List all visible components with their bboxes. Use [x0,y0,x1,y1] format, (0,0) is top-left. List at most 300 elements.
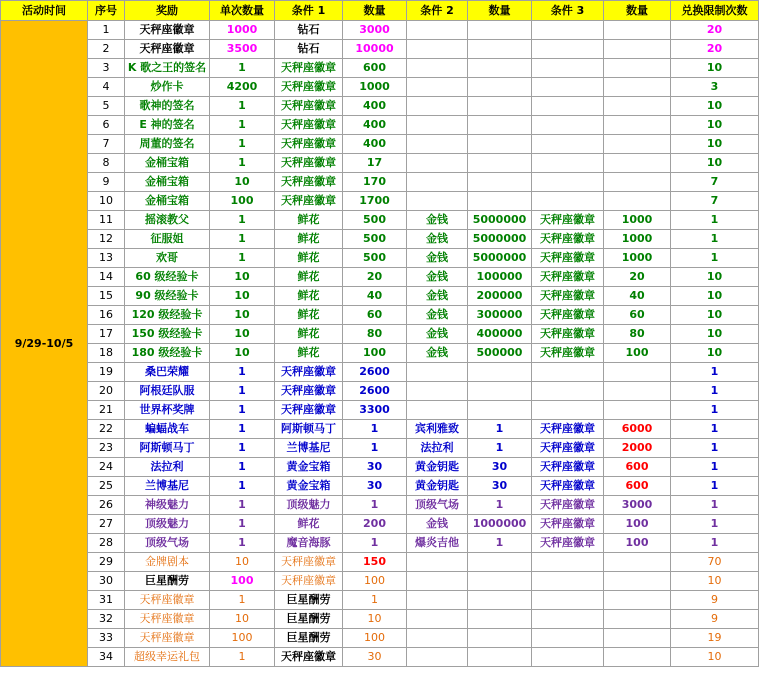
condition-2-cell [407,382,468,401]
reward-cell: 金桶宝箱 [125,192,210,211]
table-row [1,591,759,610]
condition-3-cell: 天秤座徽章 [532,306,604,325]
reward-cell: 天秤座徽章 [125,591,210,610]
quantity-1-cell: 2600 [343,382,407,401]
quantity-2-cell [468,648,532,667]
quantity-3-cell: 100 [604,534,671,553]
quantity-1-cell: 500 [343,230,407,249]
quantity-1-cell: 500 [343,249,407,268]
quantity-3-cell [604,591,671,610]
table-row [1,458,759,477]
index-cell: 18 [88,344,125,363]
quantity-2-cell: 100000 [468,268,532,287]
header-row [1,1,759,21]
quantity-3-cell: 3000 [604,496,671,515]
quantity-3-cell [604,97,671,116]
condition-3-cell [532,629,604,648]
condition-3-cell [532,154,604,173]
quantity-1-cell: 30 [343,477,407,496]
index-cell: 29 [88,553,125,572]
table-row [1,344,759,363]
index-cell: 8 [88,154,125,173]
single-quantity-cell: 100 [210,192,275,211]
quantity-2-cell [468,21,532,40]
reward-cell: 天秤座徽章 [125,40,210,59]
condition-1-cell: 鲜花 [275,306,343,325]
index-cell: 11 [88,211,125,230]
quantity-2-cell [468,40,532,59]
quantity-2-cell [468,97,532,116]
reward-cell: 周董的签名 [125,135,210,154]
index-cell: 10 [88,192,125,211]
table-row [1,135,759,154]
single-quantity-cell: 1 [210,135,275,154]
index-cell: 30 [88,572,125,591]
condition-3-cell [532,610,604,629]
single-quantity-cell: 1 [210,648,275,667]
condition-1-cell: 天秤座徽章 [275,116,343,135]
condition-2-cell: 宾利雅致 [407,420,468,439]
condition-2-cell [407,629,468,648]
condition-2-cell: 金钱 [407,515,468,534]
quantity-1-cell: 10 [343,610,407,629]
quantity-3-cell [604,363,671,382]
quantity-3-cell [604,116,671,135]
quantity-3-cell: 600 [604,458,671,477]
condition-1-cell: 天秤座徽章 [275,648,343,667]
single-quantity-cell: 10 [210,287,275,306]
table-row [1,230,759,249]
table-row [1,59,759,78]
single-quantity-cell: 1 [210,534,275,553]
exchange-limit-cell: 10 [671,344,759,363]
quantity-3-cell: 600 [604,477,671,496]
index-cell: 31 [88,591,125,610]
quantity-3-cell [604,648,671,667]
condition-1-cell: 巨星酬劳 [275,610,343,629]
index-cell: 2 [88,40,125,59]
table-row [1,116,759,135]
condition-3-cell [532,135,604,154]
condition-1-cell: 兰博基尼 [275,439,343,458]
quantity-3-cell: 100 [604,515,671,534]
table-row [1,325,759,344]
quantity-1-cell: 1700 [343,192,407,211]
condition-2-cell: 金钱 [407,287,468,306]
condition-3-cell [532,363,604,382]
quantity-3-cell: 40 [604,287,671,306]
quantity-1-cell: 17 [343,154,407,173]
table-row [1,97,759,116]
quantity-3-cell [604,78,671,97]
header-index: 序号 [88,1,125,21]
exchange-limit-cell: 3 [671,78,759,97]
reward-cell: 巨星酬劳 [125,572,210,591]
condition-2-cell [407,572,468,591]
quantity-2-cell [468,401,532,420]
condition-1-cell: 天秤座徽章 [275,382,343,401]
table-row [1,268,759,287]
reward-cell: 征服姐 [125,230,210,249]
quantity-2-cell: 1 [468,496,532,515]
condition-3-cell [532,97,604,116]
reward-cell: 歌神的签名 [125,97,210,116]
condition-1-cell: 黄金宝箱 [275,477,343,496]
quantity-3-cell [604,192,671,211]
quantity-2-cell [468,173,532,192]
index-cell: 5 [88,97,125,116]
single-quantity-cell: 10 [210,306,275,325]
single-quantity-cell: 3500 [210,40,275,59]
table-row [1,173,759,192]
condition-3-cell [532,78,604,97]
single-quantity-cell: 100 [210,572,275,591]
condition-3-cell: 天秤座徽章 [532,420,604,439]
quantity-3-cell: 1000 [604,211,671,230]
condition-1-cell: 天秤座徽章 [275,135,343,154]
quantity-2-cell: 1000000 [468,515,532,534]
quantity-2-cell: 30 [468,458,532,477]
single-quantity-cell: 10 [210,325,275,344]
table-row [1,534,759,553]
single-quantity-cell: 10 [210,344,275,363]
exchange-limit-cell: 1 [671,382,759,401]
condition-1-cell: 天秤座徽章 [275,553,343,572]
quantity-1-cell: 150 [343,553,407,572]
condition-3-cell: 天秤座徽章 [532,439,604,458]
table-row [1,496,759,515]
exchange-limit-cell: 10 [671,97,759,116]
quantity-3-cell [604,553,671,572]
reward-cell: 欢哥 [125,249,210,268]
exchange-limit-cell: 20 [671,40,759,59]
exchange-limit-cell: 10 [671,287,759,306]
condition-1-cell: 鲜花 [275,344,343,363]
header-quantity-3: 数量 [604,1,671,21]
quantity-2-cell: 1 [468,534,532,553]
single-quantity-cell: 1 [210,59,275,78]
index-cell: 13 [88,249,125,268]
quantity-2-cell: 400000 [468,325,532,344]
condition-3-cell [532,572,604,591]
reward-cell: 金牌剧本 [125,553,210,572]
quantity-1-cell: 400 [343,135,407,154]
quantity-3-cell: 2000 [604,439,671,458]
exchange-limit-cell: 1 [671,211,759,230]
header-condition-3: 条件 3 [532,1,604,21]
quantity-2-cell [468,154,532,173]
condition-3-cell [532,192,604,211]
single-quantity-cell: 1 [210,591,275,610]
table-body [1,21,759,667]
condition-2-cell: 黄金钥匙 [407,458,468,477]
condition-3-cell [532,401,604,420]
condition-1-cell: 鲜花 [275,325,343,344]
quantity-3-cell [604,610,671,629]
quantity-3-cell: 6000 [604,420,671,439]
condition-1-cell: 鲜花 [275,515,343,534]
condition-1-cell: 阿斯顿马丁 [275,420,343,439]
condition-2-cell: 金钱 [407,325,468,344]
header-quantity-1: 数量 [343,1,407,21]
condition-2-cell [407,21,468,40]
quantity-3-cell: 1000 [604,230,671,249]
condition-3-cell: 天秤座徽章 [532,515,604,534]
table-row [1,363,759,382]
condition-2-cell: 金钱 [407,211,468,230]
index-cell: 24 [88,458,125,477]
index-cell: 27 [88,515,125,534]
quantity-3-cell: 20 [604,268,671,287]
single-quantity-cell: 1 [210,458,275,477]
quantity-1-cell: 10000 [343,40,407,59]
reward-cell: 120 级经验卡 [125,306,210,325]
table-row [1,154,759,173]
condition-1-cell: 天秤座徽章 [275,363,343,382]
index-cell: 20 [88,382,125,401]
condition-1-cell: 天秤座徽章 [275,154,343,173]
header-exchange-limit: 兑换限制次数 [671,1,759,21]
quantity-1-cell: 200 [343,515,407,534]
quantity-2-cell [468,553,532,572]
condition-3-cell: 天秤座徽章 [532,287,604,306]
header-condition-1: 条件 1 [275,1,343,21]
quantity-2-cell: 5000000 [468,211,532,230]
quantity-3-cell [604,154,671,173]
quantity-2-cell: 5000000 [468,249,532,268]
quantity-1-cell: 400 [343,116,407,135]
table-row [1,78,759,97]
condition-2-cell [407,135,468,154]
condition-3-cell [532,21,604,40]
quantity-1-cell: 40 [343,287,407,306]
condition-3-cell: 天秤座徽章 [532,344,604,363]
reward-cell: 90 级经验卡 [125,287,210,306]
condition-2-cell [407,610,468,629]
single-quantity-cell: 1 [210,154,275,173]
table-row [1,382,759,401]
quantity-1-cell: 3000 [343,21,407,40]
condition-2-cell: 金钱 [407,344,468,363]
condition-2-cell [407,97,468,116]
quantity-2-cell [468,78,532,97]
quantity-2-cell: 500000 [468,344,532,363]
quantity-3-cell [604,401,671,420]
condition-3-cell [532,553,604,572]
table-row [1,306,759,325]
quantity-2-cell: 300000 [468,306,532,325]
quantity-2-cell [468,610,532,629]
quantity-2-cell [468,192,532,211]
condition-1-cell: 鲜花 [275,211,343,230]
quantity-1-cell: 1 [343,534,407,553]
header-single-quantity: 单次数量 [210,1,275,21]
condition-3-cell [532,173,604,192]
exchange-limit-cell: 10 [671,648,759,667]
single-quantity-cell: 1 [210,211,275,230]
condition-2-cell: 金钱 [407,249,468,268]
condition-1-cell: 天秤座徽章 [275,78,343,97]
condition-1-cell: 巨星酬劳 [275,591,343,610]
quantity-1-cell: 1000 [343,78,407,97]
single-quantity-cell: 10 [210,173,275,192]
single-quantity-cell: 1 [210,230,275,249]
reward-cell: 神级魅力 [125,496,210,515]
quantity-1-cell: 60 [343,306,407,325]
quantity-1-cell: 2600 [343,363,407,382]
reward-cell: 天秤座徽章 [125,610,210,629]
condition-1-cell: 鲜花 [275,287,343,306]
condition-3-cell: 天秤座徽章 [532,249,604,268]
condition-2-cell [407,59,468,78]
exchange-limit-cell: 1 [671,477,759,496]
condition-2-cell: 黄金钥匙 [407,477,468,496]
quantity-3-cell [604,629,671,648]
exchange-limit-cell: 1 [671,515,759,534]
condition-3-cell: 天秤座徽章 [532,211,604,230]
exchange-limit-cell: 10 [671,325,759,344]
index-cell: 33 [88,629,125,648]
activity-date-cell: 9/29-10/5 [1,21,88,667]
quantity-2-cell: 5000000 [468,230,532,249]
index-cell: 19 [88,363,125,382]
table-row [1,249,759,268]
condition-2-cell: 金钱 [407,230,468,249]
quantity-2-cell: 1 [468,439,532,458]
header-reward: 奖励 [125,1,210,21]
reward-cell: 摇滚教父 [125,211,210,230]
condition-3-cell: 天秤座徽章 [532,268,604,287]
exchange-limit-cell: 9 [671,610,759,629]
condition-1-cell: 顶级魅力 [275,496,343,515]
quantity-2-cell: 30 [468,477,532,496]
condition-2-cell: 金钱 [407,268,468,287]
index-cell: 4 [88,78,125,97]
quantity-3-cell [604,40,671,59]
quantity-3-cell: 80 [604,325,671,344]
quantity-1-cell: 170 [343,173,407,192]
table-row [1,648,759,667]
header-condition-2: 条件 2 [407,1,468,21]
condition-2-cell [407,648,468,667]
reward-cell: 炒作卡 [125,78,210,97]
single-quantity-cell: 10 [210,610,275,629]
exchange-limit-cell: 1 [671,363,759,382]
exchange-limit-cell: 9 [671,591,759,610]
quantity-2-cell [468,629,532,648]
index-cell: 34 [88,648,125,667]
exchange-limit-cell: 1 [671,420,759,439]
condition-1-cell: 魔音海豚 [275,534,343,553]
condition-3-cell [532,40,604,59]
condition-2-cell [407,401,468,420]
table-row [1,439,759,458]
condition-2-cell [407,78,468,97]
quantity-1-cell: 500 [343,211,407,230]
condition-2-cell: 顶级气场 [407,496,468,515]
reward-cell: 世界杯奖牌 [125,401,210,420]
reward-cell: K 歌之王的签名 [125,59,210,78]
single-quantity-cell: 1 [210,515,275,534]
single-quantity-cell: 1000 [210,21,275,40]
exchange-limit-cell: 10 [671,306,759,325]
reward-cell: 阿根廷队服 [125,382,210,401]
exchange-limit-cell: 1 [671,249,759,268]
single-quantity-cell: 1 [210,116,275,135]
condition-3-cell [532,591,604,610]
condition-1-cell: 钻石 [275,40,343,59]
condition-1-cell: 天秤座徽章 [275,173,343,192]
quantity-1-cell: 1 [343,439,407,458]
condition-3-cell: 天秤座徽章 [532,230,604,249]
condition-2-cell [407,116,468,135]
table-row [1,211,759,230]
table-row [1,40,759,59]
condition-1-cell: 鲜花 [275,230,343,249]
index-cell: 17 [88,325,125,344]
quantity-3-cell: 1000 [604,249,671,268]
reward-cell: E 神的签名 [125,116,210,135]
condition-1-cell: 天秤座徽章 [275,192,343,211]
quantity-2-cell [468,116,532,135]
table-row [1,420,759,439]
quantity-1-cell: 1 [343,591,407,610]
table-row [1,610,759,629]
table-row [1,477,759,496]
quantity-2-cell [468,591,532,610]
exchange-limit-cell: 10 [671,59,759,78]
quantity-1-cell: 1 [343,496,407,515]
quantity-2-cell: 1 [468,420,532,439]
quantity-1-cell: 400 [343,97,407,116]
quantity-1-cell: 1 [343,420,407,439]
single-quantity-cell: 1 [210,477,275,496]
table-row [1,553,759,572]
reward-cell: 顶级气场 [125,534,210,553]
index-cell: 28 [88,534,125,553]
table-row [1,192,759,211]
index-cell: 3 [88,59,125,78]
condition-3-cell [532,59,604,78]
quantity-2-cell [468,382,532,401]
condition-1-cell: 钻石 [275,21,343,40]
index-cell: 9 [88,173,125,192]
index-cell: 21 [88,401,125,420]
index-cell: 14 [88,268,125,287]
condition-2-cell: 法拉利 [407,439,468,458]
quantity-3-cell [604,21,671,40]
index-cell: 12 [88,230,125,249]
quantity-3-cell [604,572,671,591]
reward-cell: 天秤座徽章 [125,21,210,40]
reward-cell: 顶级魅力 [125,515,210,534]
reward-cell: 兰博基尼 [125,477,210,496]
condition-2-cell [407,591,468,610]
reward-cell: 天秤座徽章 [125,629,210,648]
condition-3-cell [532,382,604,401]
exchange-limit-cell: 10 [671,572,759,591]
reward-cell: 金桶宝箱 [125,173,210,192]
condition-3-cell [532,648,604,667]
condition-1-cell: 天秤座徽章 [275,401,343,420]
quantity-1-cell: 20 [343,268,407,287]
condition-2-cell [407,40,468,59]
single-quantity-cell: 1 [210,420,275,439]
table-row [1,401,759,420]
exchange-limit-cell: 19 [671,629,759,648]
single-quantity-cell: 1 [210,401,275,420]
index-cell: 1 [88,21,125,40]
